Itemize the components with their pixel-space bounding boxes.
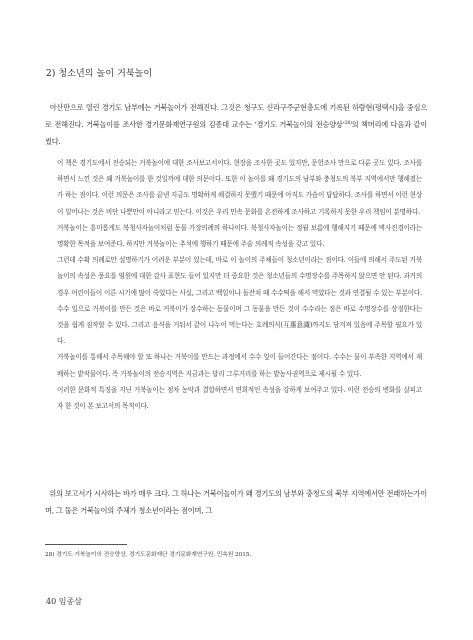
quote-paragraph: 거북놀이는 흥미롭게도 북청사자놀이처럼 동물 가장의례의 하나이다. 북청사자놀이는 정월 보름에 행해지기 때문에 벽사진경이라는 명확한 목적을 보여준다. 하지만 거북놀이는 추석에 행하기 때문에 주술 의례적 속성을 갖고 있다. xyxy=(57,223,422,249)
body-text: 위의 보고서가 시사하는 바가 매우 크다. 그 하나는 거북이놀이가 왜 경기도의 남부와 충청도의 북부 지역에서만 전래하는가이며, 그 둘은 거북놀이의 주체가 청소년이라는 점이며, 그 xyxy=(45,489,428,515)
intro-text-tail: 의 책머리에 다음과 같이 썼다. xyxy=(45,119,427,146)
section-heading: 2) 청소년의 놀이 거북놀이 xyxy=(46,69,153,79)
quote-paragraph: 거북놀이를 통해서 주목해야 할 또 하나는 거북이를 만드는 과정에서 수수 잎이 들어간다는 점이다. 수수는 물이 부족한 지역에서 재배하는 밭작물이다. 즉 거북놀이의 전승지역은 지금과는 달리 그루거리를 하는 밭농사권역으로 제시될 수 있다. xyxy=(57,353,422,378)
quoted-report-block xyxy=(57,155,422,414)
footnote-ref: 28) xyxy=(344,120,352,126)
quote-paragraph: 이 책은 경기도에서 전승되는 거북놀이에 대한 조사보고서이다. 현장을 조사한 곳도 있지만, 문헌조사 만으로 다룬 곳도 있다. 조사를 하면서 느낀 것은 왜 거북놀이를 한 것일까에 대한 의문이다. 또한 이 놀이를 왜 경기도의 남부와 충청도의 북부 지역에서만 행해졌는가 하는 점이다. 이런 의문은 조사를 끝낸 지금도 명확하게 해결하지 못했기 때문에 아직도 가슴이 답답하다. 조사를 하면서 이런 현상이 일어나는 것은 비단 나뿐만이 아니라고 믿는다. 이것은 우리 민속 문화를 온전하게 조사하고 기록하지 못한 우리 책임이 분명하다. xyxy=(57,159,422,216)
quote-paragraph: 그런데 수확 의례로만 설명하기가 어려운 부분이 있는데, 바로 이 놀이의 주체들이 청소년이라는 점이다. 이들에 의해서 주도된 거북놀이의 속성은 풍요를 염원에 대한 감사 표현도 들어 있지만 더 중요한 것은 청소년들의 수명장수를 주목하지 않으면 안 된다. 과거의 경우 어린이들이 이른 시기에 많이 죽었다는 사실, 그리고 백일이나 돌잔치 때 수수떡을 해서 먹었다는 것과 연결될 수 있는 부분이다. 수수 잎으로 거북이를 만든 것은 바로 거북이가 장수하는 동물이며 그 동물을 만든 것이 수수라는 점은 바로 수명장수를 상징한다는 것을 쉽게 짐작할 수 있다. 그리고 음식을 거둬서 같이 나누어 먹는다는 호례의식(互惠意識)까지도 담겨져 있음에 주목할 필요가 있다. xyxy=(57,256,422,346)
footnote-divider xyxy=(45,544,127,545)
intro-paragraph xyxy=(45,100,427,150)
quote-paragraph: 이러한 문화적 특징을 지닌 거북놀이는 점차 농악과 결합하면서 연희적인 속성을 강하게 보여주고 있다. 이런 전승의 변화를 살피고자 한 것이 본 보고서의 목적이다. xyxy=(57,385,422,411)
body-paragraph xyxy=(45,486,427,520)
page-footer xyxy=(46,597,82,607)
page-author: 임종삼 xyxy=(58,597,82,606)
footnote: 28) 경기도 거북놀이의 전승양상, 경기도문화재단 경기문화재연구원, 민속원 2015. xyxy=(45,552,252,558)
page-number: 40 xyxy=(46,597,57,606)
intro-text: 아산만으로 열린 경기도 남부에는 거북놀이가 전해진다. 그것은 청구도 신라구주군현총도에 기록된 하람현(평택시)을 중심으로 전해진다. 거북놀이를 조사한 경기문화재연구원의 김종대 교수는 ‘경기도 거북놀이의 전승양상’ xyxy=(45,103,427,129)
